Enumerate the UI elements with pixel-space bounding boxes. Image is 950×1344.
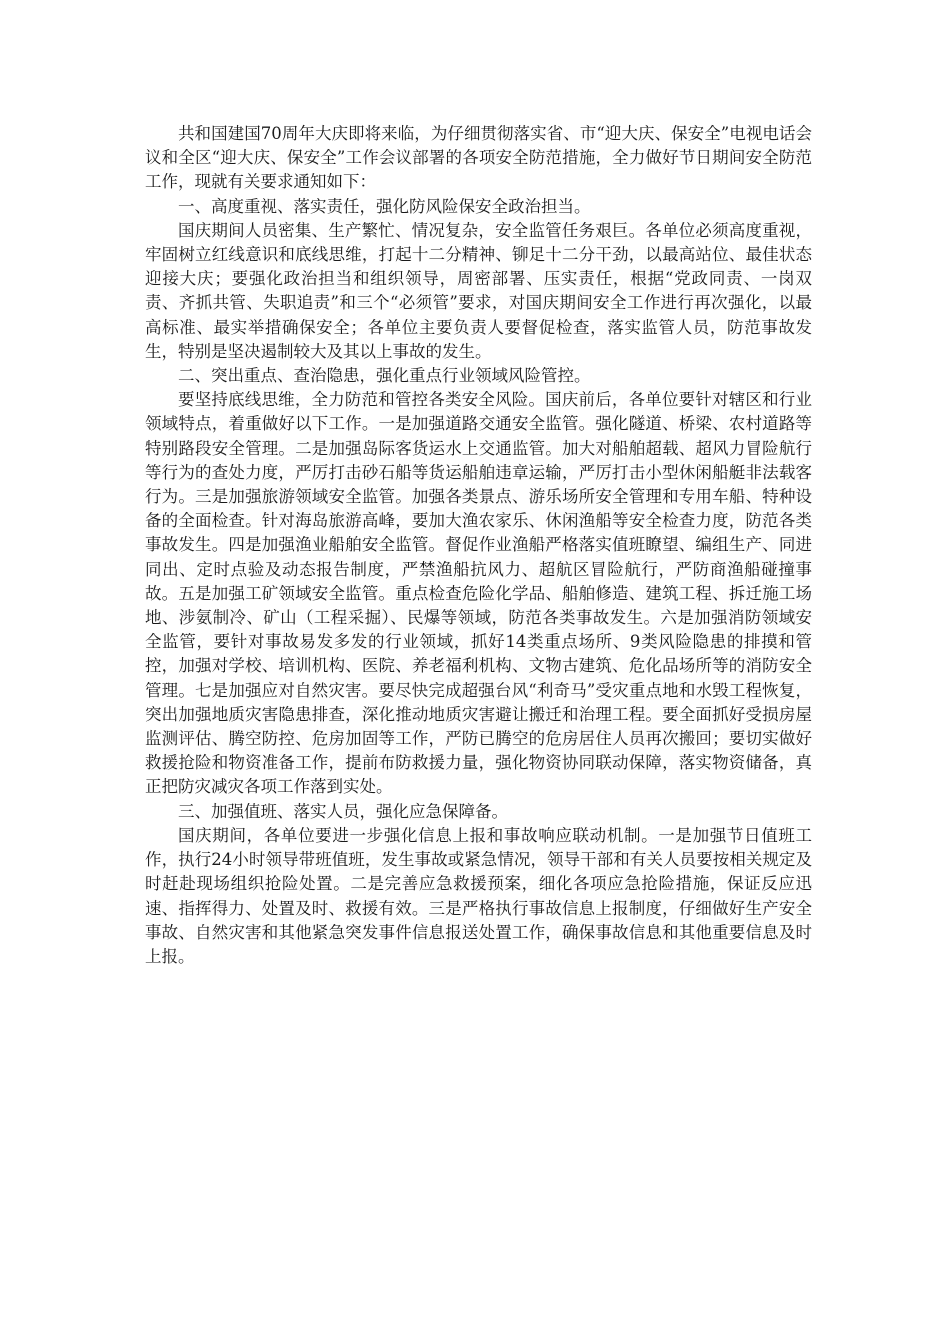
section-paragraph-2: 要坚持底线思维，全力防范和管控各类安全风险。国庆前后，各单位要针对辖区和行业领域特点，着重做好以下工作。一是加强道路交通安全监管。强化隧道、桥梁、农村道路等特别路段安全管理。二是加强岛际客货运水上交通监管。加大对船舶超载、超风力冒险航行等行为的查处力度，严厉打击砂石船等货运船舶违章运输，严厉打击小型休闲船艇非法载客行为。三是加强旅游领域安全监管。加强各类景点、游乐场所安全管理和专用车船、特种设备的全面检查。针对海岛旅游高峰，要加大渔农家乐、休闲渔船等安全检查力度，防范各类事故发生。四是加强渔业船舶安全监管。督促作业渔船严格落实值班瞭望、编组生产、同进同出、定时点验及动态报告制度，严禁渔船抗风力、超航区冒险航行，严防商渔船碰撞事故。五是加强工矿领域安全监管。重点检查危险化学品、船舶修造、建筑工程、拆迁施工场地、涉氨制冷、矿山（工程采掘）、民爆等领域，防范各类事故发生。六是加强消防领域安全监管，要针对事故易发多发的行业领域，抓好14类重点场所、9类风险隐患的排摸和管控，加强对学校、培训机构、医院、养老福利机构、文物古建筑、危化品场所等的消防安全管理。七是加强应对自然灾害。要尽快完成超强台风“利奇马”受灾重点地和水毁工程恢复，突出加强地质灾害隐患排查，深化推动地质灾害避让搬迁和治理工程。要全面抓好受损房屋监测评估、腾空防控、危房加固等工作，严防已腾空的危房居住人员再次搬回；要切实做好救援抢险和物资准备工作，提前布防救援力量，强化物资协同联动保障，落实物资储备，真正把防灾减灾各项工作落到实处。 xyxy=(145,390,812,797)
section-paragraph-3: 国庆期间，各单位要进一步强化信息上报和事故响应联动机制。一是加强节日值班工作，执行24小时领导带班值班，发生事故或紧急情况，领导干部和有关人员要按相关规定及时赶赴现场组织抢险处置。二是完善应急救援预案，细化各项应急抢险措施，保证反应迅速、指挥得力、处置及时、救援有效。三是严格执行事故信息上报制度，仔细做好生产安全事故、自然灾害和其他紧急突发事件信息报送处置工作，确保事故信息和其他重要信息及时上报。 xyxy=(145,825,812,966)
document-body xyxy=(145,122,812,969)
section-heading-1: 一、高度重视、落实责任，强化防风险保安全政治担当。 xyxy=(178,196,591,216)
intro-paragraph: 共和国建国70周年大庆即将来临，为仔细贯彻落实省、市“迎大庆、保安全”电视电话会议和全区“迎大庆、保安全”工作会议部署的各项安全防范措施，全力做好节日期间安全防范工作，现就有关要求通知如下： xyxy=(145,124,812,192)
section-paragraph-1: 国庆期间人员密集、生产繁忙、情况复杂，安全监管任务艰巨。各单位必须高度重视，牢固树立红线意识和底线思维，打起十二分精神、铆足十二分干劲，以最高站位、最佳状态迎接大庆；要强化政治担当和组织领导，周密部署、压实责任，根据“党政同责、一岗双责、齐抓共管、失职追责”和三个“必须管”要求，对国庆期间安全工作进行再次强化，以最高标准、最实举措确保安全；各单位主要负责人要督促检查，落实监管人员，防范事故发生，特别是坚决遏制较大及其以上事故的发生。 xyxy=(145,220,812,361)
section-heading-2: 二、突出重点、查治隐患，强化重点行业领域风险管控。 xyxy=(178,366,591,386)
section-heading-3: 三、加强值班、落实人员，强化应急保障备。 xyxy=(178,801,508,821)
